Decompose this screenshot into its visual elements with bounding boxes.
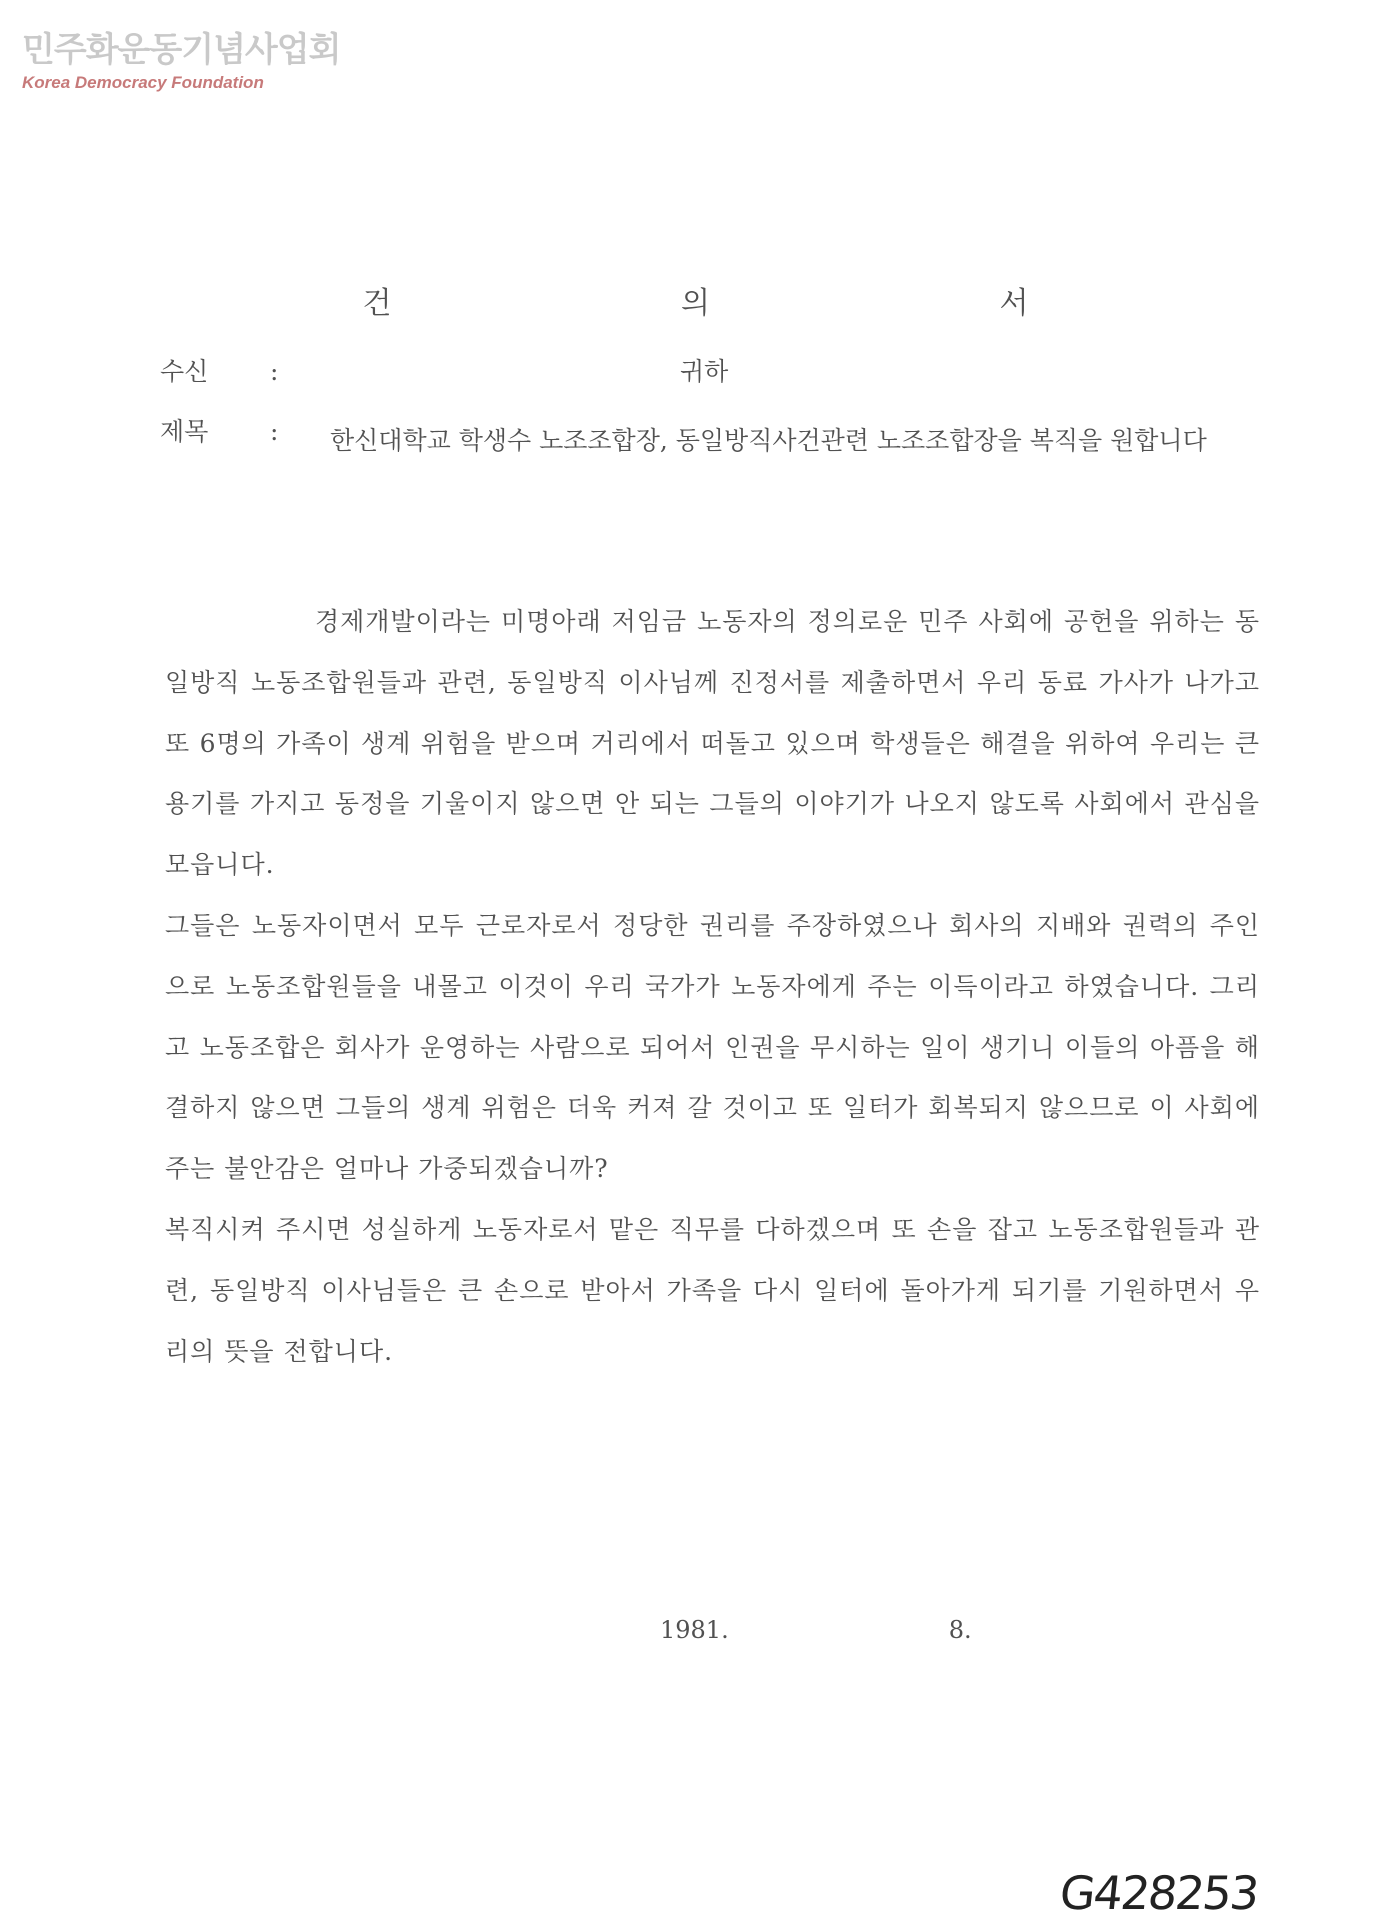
watermark-english: Korea Democracy Foundation xyxy=(22,73,264,92)
watermark-logo xyxy=(22,22,340,93)
subject-label: 제목 xyxy=(160,417,209,446)
body-paragraph-2: 그들은 노동자이면서 모두 근로자로서 정당한 권리를 주장하였으나 회사의 지배와 권력의 주인으로 노동조합원들을 내몰고 이것이 우리 국가가 노동자에게 주는 이득이라고 하였습니다. 그리고 노동조합은 회사가 운영하는 사람으로 되어서 인권을 무시하는 일이 생기니 이들의 아픔을 해결하지 않으면 그들의 생계 위험은 더욱 커져 갈 것이고 또 일터가 회복되지 않으므로 이 사회에 주는 불안감은 얼마나 가중되겠습니까? xyxy=(165,910,1260,1184)
document-title: 건 의 서 xyxy=(362,286,1169,321)
date-year: 1981. xyxy=(660,1616,729,1644)
recipient-label: 수신 xyxy=(160,357,209,386)
recipient-colon: : xyxy=(270,357,279,386)
document-body xyxy=(165,592,1260,1382)
recipient-value: 귀하 xyxy=(680,357,729,386)
body-paragraph-1: 경제개발이라는 미명아래 저임금 노동자의 정의로운 민주 사회에 공헌을 위하는 동일방직 노동조합원들과 관련, 동일방직 이사님께 진정서를 제출하면서 우리 동료 가사가 나가고 또 6명의 가족이 생계 위험을 받으며 거리에서 떠돌고 있으며 학생들은 해결을 위하여 우리는 큰 용기를 가지고 동정을 기울이지 않으면 안 되는 그들의 이야기가 나오지 않도록 사회에서 관심을 모읍니다. xyxy=(165,607,1260,880)
subject-value: 한신대학교 학생수 노조조합장, 동일방직사건관련 노조조합장을 복직을 원합니다 xyxy=(330,426,1207,455)
subject-row xyxy=(160,412,1207,455)
archive-id: G428253 xyxy=(1057,1866,1261,1920)
recipient-row xyxy=(160,352,729,388)
document-date xyxy=(660,1616,972,1644)
subject-colon: : xyxy=(270,417,279,446)
body-paragraph-3: 복직시켜 주시면 성실하게 노동자로서 맡은 직무를 다하겠으며 또 손을 잡고 노동조합원들과 관련, 동일방직 이사님들은 큰 손으로 받아서 가족을 다시 일터에 돌아가게 되기를 기원하면서 우리의 뜻을 전합니다. xyxy=(165,1214,1260,1366)
watermark-korean: 민주화운동기념사업회 xyxy=(22,30,341,70)
date-month: 8. xyxy=(948,1616,972,1644)
